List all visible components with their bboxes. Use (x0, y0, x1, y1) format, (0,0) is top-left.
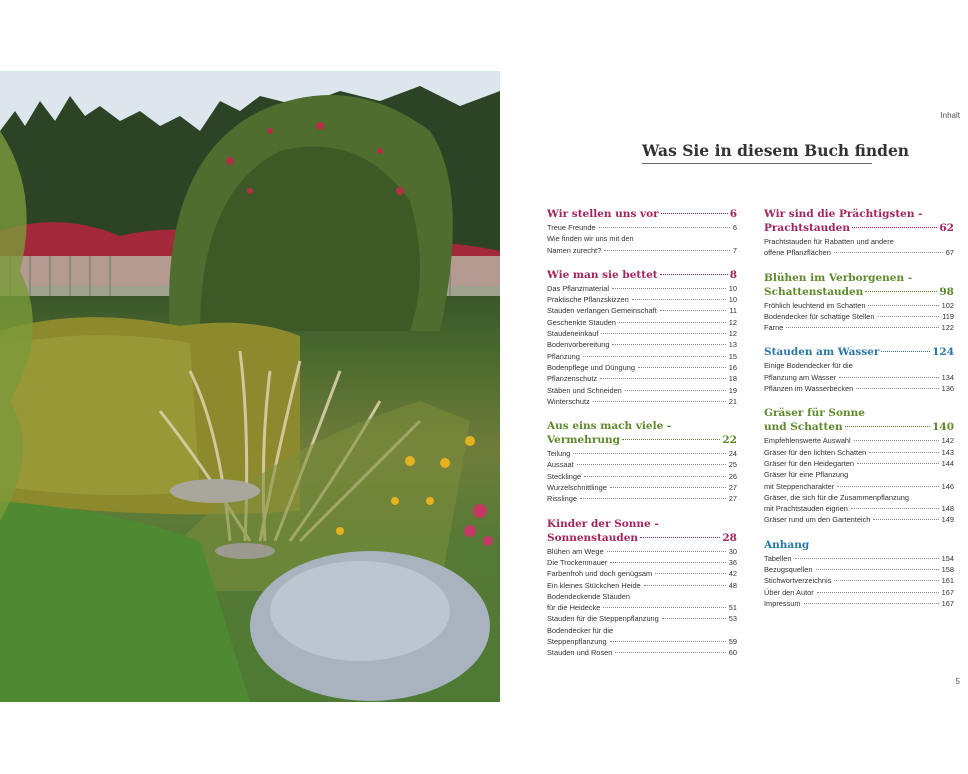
dot-leader (607, 551, 726, 552)
toc-item-row (547, 493, 737, 504)
toc-item-row (547, 328, 737, 339)
toc-item-page: 36 (728, 557, 737, 567)
toc-item-page: 27 (728, 494, 737, 504)
toc-section-page: 22 (722, 434, 737, 447)
dot-leader (878, 316, 940, 317)
dot-leader (845, 426, 930, 427)
toc-item-row (547, 339, 737, 350)
toc-item[interactable] (547, 459, 737, 470)
toc-item-row (764, 383, 954, 394)
toc-section-heading[interactable] (547, 207, 737, 221)
toc-item[interactable] (547, 396, 737, 407)
toc-item-line: Pflanzung (547, 351, 580, 361)
toc-item[interactable] (547, 647, 737, 658)
dot-leader (603, 607, 725, 608)
dot-leader (612, 344, 725, 345)
toc-item-line: Gräser für den lichten Schatten (764, 447, 867, 457)
dot-leader (580, 498, 726, 499)
toc-right-column (764, 207, 954, 621)
toc-item-page: 25 (728, 460, 737, 470)
toc-section-title-row (764, 285, 954, 299)
toc-item-page: 15 (728, 351, 737, 361)
toc-item[interactable] (764, 383, 954, 394)
toc-section-title-line: Blühen im Verborgenen - (764, 271, 913, 284)
dot-leader (804, 603, 939, 604)
toc-section-title-line: Gräser für Sonne (764, 407, 865, 420)
toc-item-row (547, 568, 737, 579)
toc-item[interactable] (547, 385, 737, 396)
toc-section (547, 207, 737, 256)
toc-item[interactable] (547, 351, 737, 362)
toc-item-line: Stecklinge (547, 471, 582, 481)
toc-section-title-row (547, 531, 737, 545)
dot-leader (619, 322, 726, 323)
toc-item-list (547, 283, 737, 407)
dot-leader (660, 310, 727, 311)
toc-item-row (547, 294, 737, 305)
toc-item-page: 18 (728, 374, 737, 384)
toc-item[interactable] (547, 591, 737, 614)
toc-item[interactable] (764, 575, 954, 586)
toc-item[interactable] (764, 553, 954, 564)
dot-leader (837, 486, 938, 487)
toc-item-row (547, 613, 737, 624)
toc-item-row (547, 448, 737, 459)
toc-item-page: 13 (728, 340, 737, 350)
toc-item-list (764, 360, 954, 394)
toc-item-page: 143 (941, 447, 954, 457)
dot-leader (660, 274, 728, 275)
dot-leader (638, 367, 726, 368)
toc-item-page: 134 (941, 372, 954, 382)
dot-leader (584, 476, 726, 477)
toc-item[interactable] (547, 222, 737, 233)
toc-item-line: Winterschutz (547, 396, 590, 406)
toc-item-line: Bodenvorbereitung (547, 340, 610, 350)
toc-item-page: 149 (941, 515, 954, 525)
toc-section (547, 268, 737, 407)
toc-item-page: 119 (942, 311, 954, 321)
toc-item-page: 16 (728, 362, 737, 372)
toc-item-line: Treue Freunde (547, 223, 596, 232)
toc-section-heading[interactable] (764, 271, 954, 299)
toc-item-page: 26 (728, 471, 737, 481)
toc-section-page: 124 (932, 346, 954, 359)
toc-item[interactable] (764, 447, 954, 458)
toc-item-row (547, 385, 737, 396)
dot-leader (604, 250, 730, 251)
toc-item[interactable] (547, 339, 737, 350)
toc-item-line: Geschenkte Stauden (547, 317, 617, 327)
toc-item-page: 67 (945, 248, 954, 258)
dot-leader (640, 537, 720, 538)
dot-leader (622, 439, 720, 440)
toc-item[interactable] (764, 300, 954, 311)
toc-item-line: Empfehlenswerte Auswahl (764, 436, 851, 446)
toc-item-row (764, 514, 954, 525)
dot-leader (610, 641, 726, 642)
toc-item-row (764, 435, 954, 446)
toc-section-page: 62 (939, 222, 954, 234)
toc-item-row (547, 647, 737, 658)
dot-leader (599, 227, 730, 228)
toc-item-line: Stichwortverzeichnis (764, 576, 832, 586)
dot-leader (577, 464, 726, 465)
toc-section-heading[interactable] (764, 406, 954, 434)
toc-item[interactable] (764, 360, 954, 383)
toc-item-page: 42 (728, 569, 737, 579)
toc-item-row (547, 396, 737, 407)
toc-section-title-line: Prachtstauden (764, 222, 850, 234)
toc-item-line: Fröhlich leuchtend im Schatten (764, 300, 866, 310)
dot-leader (655, 573, 726, 574)
toc-section (764, 207, 954, 259)
garden-photo-illustration (0, 71, 500, 702)
dot-leader (834, 252, 943, 253)
toc-item[interactable] (547, 283, 737, 294)
toc-item-row (764, 458, 954, 469)
toc-section-heading[interactable] (764, 207, 954, 235)
toc-item-row (764, 553, 954, 564)
toc-item-line: Farbenfroh und doch genügsam (547, 569, 653, 579)
toc-item-line: Wurzelschnittlinge (547, 483, 607, 493)
toc-item[interactable] (764, 492, 954, 515)
toc-item[interactable] (547, 557, 737, 568)
toc-section-title-line: Schattenstauden (764, 285, 864, 298)
toc-item-line: Über den Autor (764, 587, 814, 597)
toc-item-page: 148 (941, 504, 954, 514)
dot-leader (600, 378, 726, 379)
dot-leader (583, 356, 726, 357)
dot-leader (610, 562, 725, 563)
toc-section-heading[interactable] (764, 538, 954, 552)
toc-item[interactable] (764, 322, 954, 333)
toc-item-row (764, 372, 954, 383)
toc-section-title-line: Vermehrung (547, 434, 620, 447)
toc-item-line: Stauden verlangen Gemeinschaft (547, 306, 657, 316)
toc-item-line: Bodendecker für schattige Stellen (764, 311, 875, 321)
dot-leader (615, 652, 725, 653)
toc-section-title-row (764, 221, 954, 235)
toc-item[interactable] (547, 448, 737, 459)
toc-item-page: 24 (728, 449, 737, 459)
toc-item-row (764, 575, 954, 586)
toc-item-line: Bodendecker für die (547, 625, 614, 635)
toc-item-line: Gräser für den Heidegarten (764, 458, 854, 468)
toc-item-page: 12 (728, 317, 737, 327)
toc-item-page: 136 (941, 384, 954, 394)
garden-photo (0, 71, 500, 702)
toc-item-row (547, 580, 737, 591)
toc-item-page: 144 (941, 458, 954, 468)
toc-section-title-line: Wie man sie bettet (547, 268, 658, 281)
toc-item-list (764, 236, 954, 259)
toc-item-row (547, 557, 737, 568)
toc-item[interactable] (547, 305, 737, 316)
toc-item[interactable] (547, 362, 737, 373)
dot-leader (881, 351, 930, 352)
toc-item[interactable] (764, 236, 954, 259)
toc-item-row (547, 305, 737, 316)
toc-section-title-row (547, 433, 737, 447)
toc-section-heading[interactable] (764, 345, 954, 359)
dot-leader (851, 508, 939, 509)
dot-leader (873, 519, 938, 520)
toc-item-row (547, 482, 737, 493)
dot-leader (593, 401, 726, 402)
toc-item-page: 21 (728, 396, 737, 406)
dot-leader (661, 213, 728, 214)
toc-section-heading[interactable] (547, 268, 737, 282)
toc-item-line: mit Steppencharakter (764, 481, 835, 491)
toc-item-line: Tabellen (764, 553, 792, 563)
toc-item-page: 30 (728, 546, 737, 556)
dot-leader (834, 580, 938, 581)
toc-item-row (547, 459, 737, 470)
toc-section-page: 98 (939, 285, 954, 298)
toc-item[interactable] (764, 311, 954, 322)
toc-item-row (547, 283, 737, 294)
toc-item-page: 122 (941, 323, 954, 333)
toc-section (764, 345, 954, 394)
toc-item-line: Teilung (547, 449, 571, 459)
toc-item-line: Wie finden wir uns mit den (547, 234, 634, 244)
dot-leader (854, 440, 939, 441)
toc-item-row (547, 471, 737, 482)
toc-item-page: 60 (728, 648, 737, 658)
dot-leader (601, 333, 725, 334)
toc-item-line: Stäben und Schneiden (547, 385, 622, 395)
toc-section-title-line: Wir stellen uns vor (547, 208, 659, 220)
toc-item-row (547, 546, 737, 557)
section-label: Inhalt (940, 111, 960, 120)
dot-leader (868, 305, 938, 306)
toc-item[interactable] (547, 233, 737, 256)
toc-item-line: Bodenpflege und Düngung (547, 362, 635, 372)
toc-item-row (764, 481, 954, 492)
toc-section-title-line: Anhang (764, 538, 810, 551)
toc-item[interactable] (764, 458, 954, 469)
toc-section-title-row (547, 207, 737, 221)
toc-item[interactable] (547, 580, 737, 591)
toc-item-line: Aussaat (547, 460, 574, 470)
dot-leader (786, 327, 938, 328)
toc-item[interactable] (547, 317, 737, 328)
toc-left-column (547, 207, 737, 671)
toc-item[interactable] (547, 613, 737, 624)
toc-item-page: 10 (728, 295, 737, 305)
toc-item-line: Stauden und Rosen (547, 648, 613, 658)
toc-item-row (547, 602, 737, 613)
dot-leader (817, 592, 939, 593)
toc-item-page: 154 (941, 553, 954, 563)
toc-section-title-row (764, 420, 954, 434)
toc-item[interactable] (764, 514, 954, 525)
toc-item-line: für die Heidecke (547, 603, 601, 613)
toc-item-line: Impressum (764, 598, 801, 608)
toc-item-row (764, 598, 954, 609)
toc-item-row (547, 245, 737, 256)
toc-item-row (547, 362, 737, 373)
toc-section-heading[interactable] (547, 419, 737, 447)
toc-section-title-line: Wir sind die Prächtigsten - (764, 208, 923, 220)
toc-item-page: 59 (728, 637, 737, 647)
toc-item-page: 11 (729, 306, 737, 316)
toc-item-row (547, 636, 737, 647)
toc-item-page: 167 (941, 598, 954, 608)
dot-leader (856, 388, 938, 389)
dot-leader (865, 291, 937, 292)
toc-item-page: 51 (728, 603, 737, 613)
toc-item-line: Ein kleines Stückchen Heide (547, 580, 641, 590)
dot-leader (632, 299, 726, 300)
toc-section (764, 406, 954, 525)
toc-item-line: Bodendeckende Stauden (547, 591, 631, 601)
toc-item[interactable] (764, 564, 954, 575)
toc-item[interactable] (547, 328, 737, 339)
page-title: Was Sie in diesem Buch finden (642, 141, 872, 164)
toc-section-title-line: Kinder der Sonne - (547, 517, 659, 530)
dot-leader (852, 227, 937, 228)
toc-section-page: 28 (722, 531, 737, 544)
toc-item-row (547, 317, 737, 328)
toc-item[interactable] (547, 294, 737, 305)
toc-item-line: Stauden für die Steppenpflanzung (547, 614, 659, 624)
toc-item[interactable] (547, 471, 737, 482)
toc-item-page: 167 (941, 587, 954, 597)
toc-item-line: Gräser rund um den Gartenteich (764, 515, 871, 525)
toc-item-line: Bezugsquellen (764, 565, 813, 575)
toc-item-page: 12 (728, 329, 737, 339)
toc-item-line: offene Pflanzflächen (764, 248, 831, 258)
toc-item-line: Staudeneinkauf (547, 329, 599, 339)
toc-item[interactable] (547, 373, 737, 384)
toc-item[interactable] (764, 469, 954, 492)
toc-item-line: Gräser für eine Pflanzung (764, 470, 849, 480)
toc-item-line: Farne (764, 323, 784, 333)
toc-section-title-row (547, 268, 737, 282)
toc-item-row (764, 247, 954, 258)
dot-leader (857, 463, 939, 464)
toc-section-title-row (764, 538, 954, 552)
toc-item-row (547, 222, 737, 233)
toc-item-list (764, 553, 954, 609)
toc-section (547, 419, 737, 504)
toc-item-page: 10 (728, 283, 737, 293)
toc-item-page: 146 (941, 481, 954, 491)
toc-item-row (547, 373, 737, 384)
toc-item[interactable] (547, 568, 737, 579)
toc-item-page: 158 (941, 565, 954, 575)
toc-item-list (547, 546, 737, 659)
toc-item-page: 19 (728, 385, 737, 395)
toc-item-page: 102 (941, 300, 954, 310)
dot-leader (573, 453, 725, 454)
toc-item-line: Prachtstauden für Rabatten und andere (764, 237, 894, 246)
toc-item-row (764, 322, 954, 333)
toc-item-row (764, 300, 954, 311)
toc-item-row (764, 503, 954, 514)
dot-leader (869, 452, 938, 453)
toc-item-line: Gräser, die sich für die Zusammenpflanzung (764, 492, 910, 502)
dot-leader (625, 390, 726, 391)
toc-section-page: 140 (932, 421, 954, 434)
toc-section (547, 517, 737, 659)
toc-item[interactable] (764, 587, 954, 598)
dot-leader (816, 569, 939, 570)
toc-item-line: Risslinge (547, 494, 577, 504)
toc-item-row (764, 311, 954, 322)
toc-item[interactable] (547, 625, 737, 648)
toc-item-list (547, 222, 737, 256)
page-number: 5 (955, 677, 960, 686)
toc-item-line: Namen zurecht? (547, 245, 602, 255)
toc-section-title-line: Aus eins mach viele - (547, 420, 672, 433)
dot-leader (612, 288, 726, 289)
dot-leader (839, 377, 939, 378)
toc-section-page: 6 (729, 208, 737, 220)
dot-leader (795, 558, 939, 559)
toc-item-page: 53 (728, 614, 737, 624)
toc-item-page: 142 (941, 436, 954, 446)
dot-leader (610, 487, 726, 488)
toc-item-line: Das Pflanzmaterial (547, 283, 610, 293)
toc-section-title-line: und Schatten (764, 421, 843, 434)
dot-leader (662, 618, 726, 619)
toc-item-row (547, 351, 737, 362)
toc-item[interactable] (547, 493, 737, 504)
toc-item-line: mit Prachtstauden eignen (764, 504, 848, 514)
toc-item-list (547, 448, 737, 504)
toc-item-row (764, 447, 954, 458)
toc-section-title-line: Stauden am Wasser (764, 346, 880, 359)
toc-section-page: 8 (729, 268, 737, 281)
toc-item-row (764, 564, 954, 575)
toc-item-line: Steppenpflanzung (547, 637, 607, 647)
toc-item-page: 6 (732, 223, 737, 232)
toc-section (764, 538, 954, 609)
toc-item-line: Pflanzung am Wasser (764, 372, 837, 382)
toc-item-line: Praktische Pflanzskizzen (547, 295, 629, 305)
toc-item[interactable] (547, 482, 737, 493)
toc-item-list (764, 300, 954, 334)
toc-section-title-row (764, 345, 954, 359)
toc-item-page: 27 (728, 483, 737, 493)
toc-section (764, 271, 954, 334)
toc-item-line: Pflanzenschutz (547, 374, 598, 384)
toc-item-line: Blühen am Wege (547, 546, 604, 556)
toc-section-title-line: Sonnenstauden (547, 531, 639, 544)
toc-item[interactable] (764, 598, 954, 609)
dot-leader (644, 585, 726, 586)
toc-item[interactable] (764, 435, 954, 446)
toc-item-page: 161 (941, 576, 954, 586)
toc-item-page: 48 (728, 580, 737, 590)
toc-item-row (764, 587, 954, 598)
toc-item[interactable] (547, 546, 737, 557)
toc-item-line: Die Trockenmauer (547, 557, 608, 567)
toc-section-heading[interactable] (547, 517, 737, 545)
toc-item-list (764, 435, 954, 525)
toc-item-page: 7 (732, 245, 737, 255)
toc-item-line: Einige Bodendecker für die (764, 361, 853, 371)
toc-item-line: Pflanzen im Wasserbecken (764, 384, 854, 394)
